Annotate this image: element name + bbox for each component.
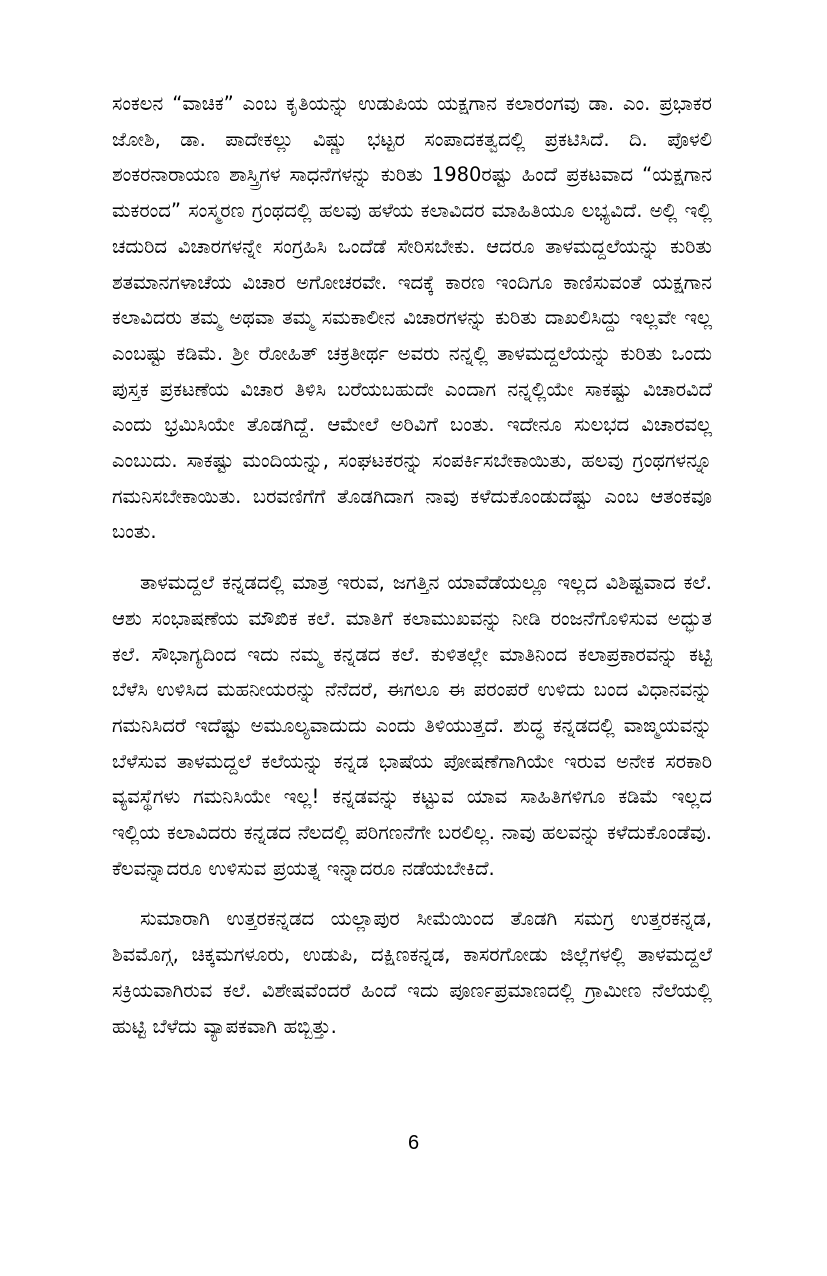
paragraph-2: ತಾಳಮದ್ದಲೆ ಕನ್ನಡದಲ್ಲಿ ಮಾತ್ರ ಇರುವ, ಜಗತ್ತಿನ ಯಾವೆಡೆಯಲ್ಲೂ ಇಲ್ಲದ ವಿಶಿಷ್ಟವಾದ ಕಲೆ. ಆಶು ಸಂಭಾಷಣೆಯ ಮೌಖಿಕ ಕಲೆ. ಮಾತಿಗೆ ಕಲಾಮುಖವನ್ನು ನೀಡಿ ರಂಜನೆಗೊಳಿಸುವ ಅದ್ಭುತ ಕಲೆ. ಸೌಭಾಗ್ಯದಿಂದ ಇದು ನಮ್ಮ ಕನ್ನಡದ ಕಲೆ. ಕುಳಿತಲ್ಲೇ ಮಾತಿನಿಂದ ಕಲಾಪ್ರಕಾರವನ್ನು ಕಟ್ಟಿ ಬೆಳೆಸಿ ಉಳಿಸಿದ ಮಹನೀಯರನ್ನು ನೆನೆದರೆ, ಈಗಲೂ ಈ ಪರಂಪರೆ ಉಳಿದು ಬಂದ ವಿಧಾನವನ್ನು ಗಮನಿಸಿದರೆ ಇದೆಷ್ಟು ಅಮೂಲ್ಯವಾದುದು ಎಂದು ತಿಳಿಯುತ್ತದೆ. ಶುದ್ಧ ಕನ್ನಡದಲ್ಲಿ ವಾಙ್ಮಯವನ್ನು ಬೆಳೆಸುವ ತಾಳಮದ್ದಲೆ ಕಲೆಯನ್ನು ಕನ್ನಡ ಭಾಷೆಯ ಪೋಷಣೆಗಾಗಿಯೇ ಇರುವ ಅನೇಕ ಸರಕಾರಿ ವ್ಯವಸ್ಥೆಗಳು ಗಮನಿಸಿಯೇ ಇಲ್ಲ! ಕನ್ನಡವನ್ನು ಕಟ್ಟುವ ಯಾವ ಸಾಹಿತಿಗಳಿಗೂ ಕಡಿಮೆ ಇಲ್ಲದ ಇಲ್ಲಿಯ ಕಲಾವಿದರು ಕನ್ನಡದ ನೆಲದಲ್ಲಿ ಪರಿಗಣನೆಗೇ ಬರಲಿಲ್ಲ. ನಾವು ಹಲವನ್ನು ಕಳೆದುಕೊಂಡೆವು. ಕೆಲವನ್ನಾದರೂ ಉಳಿಸುವ ಪ್ರಯತ್ನ ಇನ್ನಾದರೂ ನಡೆಯಬೇಕಿದೆ.: [112, 571, 712, 880]
page-number: 6: [407, 1132, 420, 1154]
paragraph-1: ಸಂಕಲನ “ವಾಚಿಕ” ಎಂಬ ಕೃತಿಯನ್ನು ಉಡುಪಿಯ ಯಕ್ಷಗಾನ ಕಲಾರಂಗವು ಡಾ. ಎಂ. ಪ್ರಭಾಕರ ಜೋಶಿ, ಡಾ. ಪಾದೇಕಲ್ಲು ವಿಷ್ಣು ಭಟ್ಟರ ಸಂಪಾದಕತ್ವದಲ್ಲಿ ಪ್ರಕಟಿಸಿದೆ. ದಿ. ಪೊಳಲಿ ಶಂಕರನಾರಾಯಣ ಶಾಸ್ತ್ರಿಗಳ ಸಾಧನೆಗಳನ್ನು ಕುರಿತು 1980ರಷ್ಟು ಹಿಂದೆ ಪ್ರಕಟವಾದ “ಯಕ್ಷಗಾನ ಮಕರಂದ” ಸಂಸ್ಮರಣ ಗ್ರಂಥದಲ್ಲಿ ಹಲವು ಹಳೆಯ ಕಲಾವಿದರ ಮಾಹಿತಿಯೂ ಲಭ್ಯವಿದೆ. ಅಲ್ಲಿ ಇಲ್ಲಿ ಚದುರಿದ ವಿಚಾರಗಳನ್ನೇ ಸಂಗ್ರಹಿಸಿ ಒಂದೆಡೆ ಸೇರಿಸಬೇಕು. ಆದರೂ ತಾಳಮದ್ದಲೆಯನ್ನು ಕುರಿತು ಶತಮಾನಗಳಾಚೆಯ ವಿಚಾರ ಅಗೋಚರವೇ. ಇದಕ್ಕೆ ಕಾರಣ ಇಂದಿಗೂ ಕಾಣಿಸುವಂತೆ ಯಕ್ಷಗಾನ ಕಲಾವಿದರು ತಮ್ಮ ಅಥವಾ ತಮ್ಮ ಸಮಕಾಲೀನ ವಿಚಾರಗಳನ್ನು ಕುರಿತು ದಾಖಲಿಸಿದ್ದು ಇಲ್ಲವೇ ಇಲ್ಲ ಎಂಬಷ್ಟು ಕಡಿಮೆ. ಶ್ರೀ ರೋಹಿತ್ ಚಕ್ರತೀರ್ಥ ಅವರು ನನ್ನಲ್ಲಿ ತಾಳಮದ್ದಲೆಯನ್ನು ಕುರಿತು ಒಂದು ಪುಸ್ತಕ ಪ್ರಕಟಣೆಯ ವಿಚಾರ ತಿಳಿಸಿ ಬರೆಯಬಹುದೇ ಎಂದಾಗ ನನ್ನಲ್ಲಿಯೇ ಸಾಕಷ್ಟು ವಿಚಾರವಿದೆ ಎಂದು ಭ್ರಮಿಸಿಯೇ ತೊಡಗಿದ್ದೆ. ಆಮೇಲೆ ಅರಿವಿಗೆ ಬಂತು. ಇದೇನೂ ಸುಲಭದ ವಿಚಾರವಲ್ಲ ಎಂಬುದು. ಸಾಕಷ್ಟು ಮಂದಿಯನ್ನು, ಸಂಘಟಕರನ್ನು ಸಂಪರ್ಕಿಸಬೇಕಾಯಿತು, ಹಲವು ಗ್ರಂಥಗಳನ್ನೂ ಗಮನಿಸಬೇಕಾಯಿತು. ಬರವಣಿಗೆಗೆ ತೊಡಗಿದಾಗ ನಾವು ಕಳೆದುಕೊಂಡುದೆಷ್ಟು ಎಂಬ ಆತಂಕವೂ ಬಂತು.: [112, 92, 712, 544]
page-body: [112, 86, 712, 1044]
paragraph-3: ಸುಮಾರಾಗಿ ಉತ್ತರಕನ್ನಡದ ಯಲ್ಲಾಪುರ ಸೀಮೆಯಿಂದ ತೊಡಗಿ ಸಮಗ್ರ ಉತ್ತರಕನ್ನಡ, ಶಿವಮೊಗ್ಗ, ಚಿಕ್ಕಮಗಳೂರು, ಉಡುಪಿ, ದಕ್ಷಿಣಕನ್ನಡ, ಕಾಸರಗೋಡು ಜಿಲ್ಲೆಗಳಲ್ಲಿ ತಾಳಮದ್ದಲೆ ಸಕ್ರಿಯವಾಗಿರುವ ಕಲೆ. ವಿಶೇಷವೆಂದರೆ ಹಿಂದೆ ಇದು ಪೂರ್ಣಪ್ರಮಾಣದಲ್ಲಿ ಗ್ರಾಮೀಣ ನೆಲೆಯಲ್ಲಿ ಹುಟ್ಟಿ ಬೆಳೆದು ವ್ಯಾಪಕವಾಗಿ ಹಬ್ಬಿತ್ತು.: [112, 907, 712, 1038]
